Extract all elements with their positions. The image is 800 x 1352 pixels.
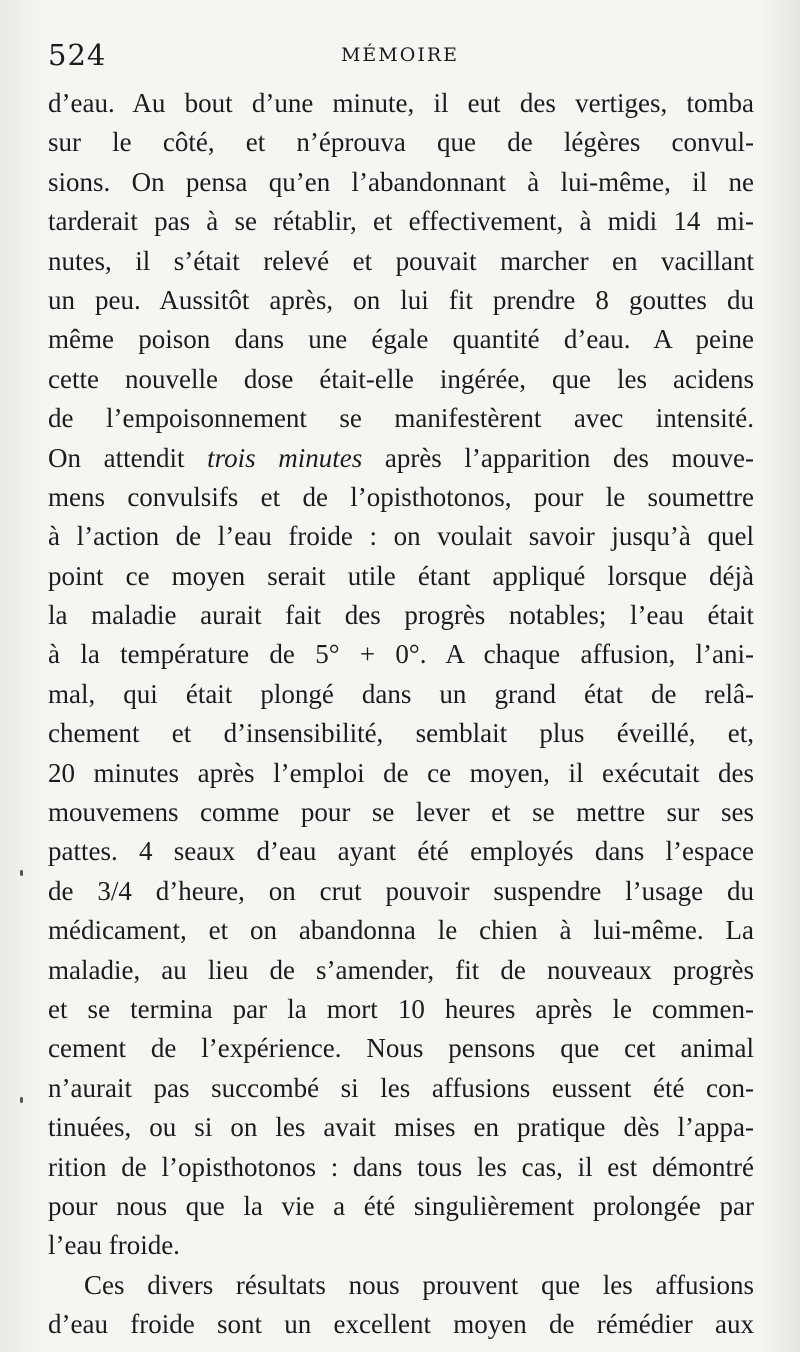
text-segment: après l’apparition des mouve- — [362, 442, 755, 473]
text-line: la maladie aurait fait des progrès notables; l’eau était — [48, 600, 754, 631]
text-line — [48, 439, 754, 478]
text-line: n’aurait pas succombé si les affusions eussent été con- — [48, 1072, 754, 1103]
text-line: point ce moyen serait utile étant appliqué lorsque déjà — [48, 560, 754, 591]
text-line: tinuées, ou si on les avait mises en pratique dès l’appa- — [48, 1112, 754, 1143]
text-segment: On attendit — [48, 442, 208, 473]
text-line: mal, qui était plongé dans un grand état de relâ- — [48, 678, 754, 709]
text-line: rition de l’opisthotonos : dans tous les cas, il est démontré — [48, 1151, 754, 1182]
margin-speck — [20, 1097, 23, 1103]
page-number: 524 — [48, 38, 107, 72]
text-line: pattes. 4 seaux d’eau ayant été employés dans l’espace — [48, 836, 754, 867]
text-line: et se termina par la mort 10 heures après le commen- — [48, 993, 754, 1024]
text-line: pour nous que la vie a été singulièrement prolongée par — [48, 1190, 754, 1221]
text-line: mens convulsifs et de l’opisthotonos, pour le soumettre — [48, 481, 754, 512]
text-line: sions. On pensa qu’en l’abandonnant à lui-même, il ne — [48, 166, 754, 197]
italic-phrase: trois minutes — [207, 442, 363, 473]
text-line: chement et d’insensibilité, semblait plus éveillé, et, — [48, 718, 754, 749]
text-line: sur le côté, et n’éprouva que de légères convul- — [48, 127, 754, 158]
text-line: mouvemens comme pour se lever et se mettre sur ses — [48, 797, 754, 828]
body-text — [48, 84, 754, 1345]
text-line: tarderait pas à se rétablir, et effectivement, à midi 14 mi- — [48, 206, 754, 237]
page-header — [48, 34, 752, 74]
paragraph-end-line: l’eau froide. — [48, 1230, 180, 1261]
running-head: MÉMOIRE — [340, 44, 460, 66]
text-line: nutes, il s’était relevé et pouvait marcher en vacillant — [48, 245, 754, 276]
text-line: à l’action de l’eau froide : on voulait savoir jusqu’à quel — [48, 521, 754, 552]
margin-speck — [20, 870, 23, 876]
paragraph-start-line: Ces divers résultats nous prouvent que les affusions — [84, 1269, 754, 1300]
text-line: même poison dans une égale quantité d’eau. A peine — [48, 324, 754, 355]
text-line: cement de l’expérience. Nous pensons que cet animal — [48, 1033, 754, 1064]
text-line: médicament, et on abandonna le chien à lui-même. La — [48, 915, 754, 946]
text-line: cette nouvelle dose était-elle ingérée, que les acidens — [48, 363, 754, 394]
text-line: maladie, au lieu de s’amender, fit de nouveaux progrès — [48, 954, 754, 985]
text-line: à la température de 5° + 0°. A chaque affusion, l’ani- — [48, 639, 754, 670]
text-line: de l’empoisonnement se manifestèrent avec intensité. — [48, 403, 754, 434]
text-line: un peu. Aussitôt après, on lui fit prendre 8 gouttes du — [48, 284, 754, 315]
text-line: de 3/4 d’heure, on crut pouvoir suspendre l’usage du — [48, 875, 754, 906]
text-line: d’eau froide sont un excellent moyen de rémédier aux — [48, 1309, 754, 1340]
text-line: 20 minutes après l’emploi de ce moyen, il exécutait des — [48, 757, 754, 788]
text-line: d’eau. Au bout d’une minute, il eut des vertiges, tomba — [48, 88, 754, 118]
